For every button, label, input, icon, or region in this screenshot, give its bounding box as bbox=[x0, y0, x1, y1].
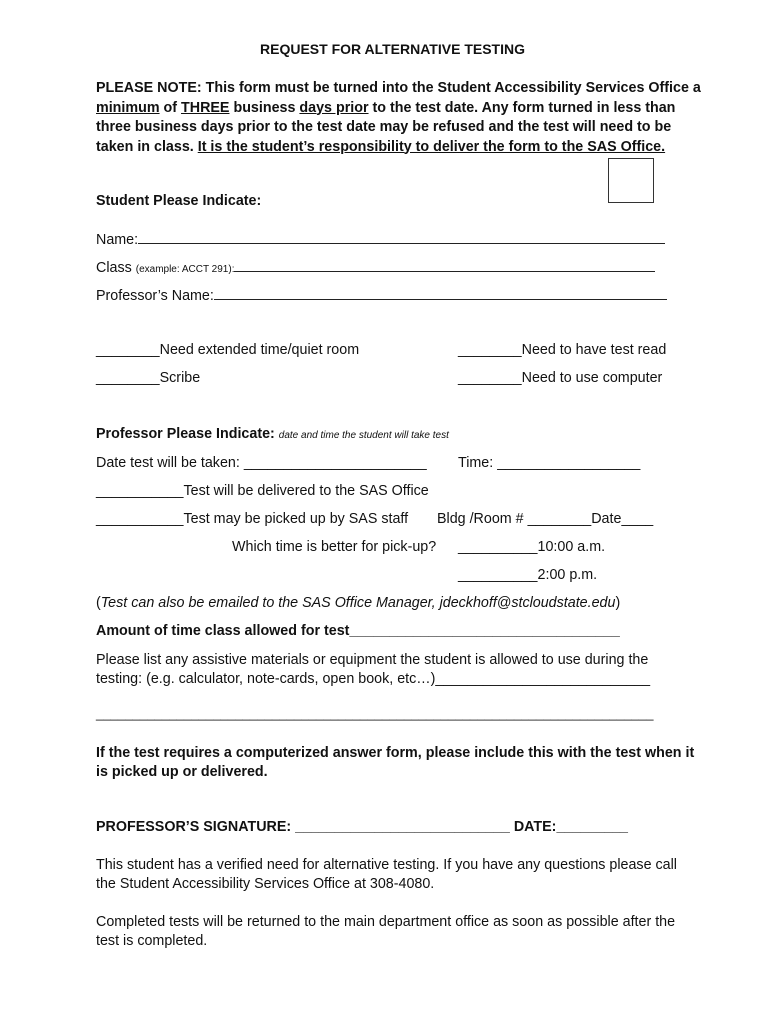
completed-note: Completed tests will be returned to the main department office as soon as possible after the test is completed. bbox=[96, 914, 676, 949]
signature-field[interactable]: ___________________________ bbox=[295, 819, 510, 835]
option-label: Test may be picked up by SAS staff bbox=[183, 511, 409, 527]
option-label: Scribe bbox=[159, 370, 201, 386]
date-taken-row bbox=[96, 455, 427, 471]
option-label: 10:00 a.m. bbox=[537, 539, 606, 555]
name-label: Name: bbox=[96, 232, 139, 248]
option-picked-up[interactable] bbox=[96, 511, 408, 527]
professor-heading-row bbox=[96, 426, 449, 442]
note-minimum: minimum bbox=[96, 99, 160, 116]
name-field[interactable] bbox=[138, 230, 665, 244]
class-example: (example: ACCT 291): bbox=[135, 264, 235, 275]
email-note: (Test can also be emailed to the SAS Office Manager, jdeckhoff@stcloudstate.edu) bbox=[96, 595, 621, 611]
bldg-room-row bbox=[437, 511, 653, 527]
please-note-paragraph bbox=[96, 79, 706, 157]
bldg-label: Bldg /Room # bbox=[437, 511, 524, 527]
signature-date-label: DATE: bbox=[513, 819, 557, 835]
student-heading: Student Please Indicate: bbox=[96, 193, 262, 209]
option-label: Need extended time/quiet room bbox=[159, 342, 360, 358]
date-taken-label: Date test will be taken: bbox=[96, 455, 240, 471]
signature-date-field[interactable]: _________ bbox=[556, 819, 628, 835]
blank: ________ bbox=[458, 342, 522, 358]
note-text-4: to the test date. Any form turned in less than three business days prior to the test date may be refused and the test will need to be taken in class. bbox=[96, 99, 676, 155]
signature-row bbox=[96, 819, 628, 835]
amount-row bbox=[96, 623, 620, 639]
blank: ___________ bbox=[96, 511, 184, 527]
assistive-text: Please list any assistive materials or equipment the student is allowed to use during the testing: (e.g. calculator, note-cards, open book, etc…) bbox=[96, 652, 649, 687]
amount-label: Amount of time class allowed for test bbox=[96, 623, 350, 639]
blank: ________ bbox=[96, 370, 160, 386]
note-text-1: PLEASE NOTE: This form must be turned into the Student Accessibility Services Office a bbox=[96, 80, 701, 96]
bldg-field[interactable]: ________ bbox=[527, 511, 592, 527]
option-extended-time[interactable] bbox=[96, 342, 359, 358]
professor-name-row bbox=[96, 286, 667, 304]
professor-name-field[interactable] bbox=[214, 286, 667, 300]
class-row bbox=[96, 258, 655, 276]
class-label: Class bbox=[96, 260, 132, 276]
blank: ________ bbox=[96, 342, 160, 358]
option-test-read[interactable] bbox=[458, 342, 666, 358]
option-label: Need to use computer bbox=[521, 370, 663, 386]
computerized-note: If the test requires a computerized answer form, please include this with the test when it is picked up or delivered. bbox=[96, 745, 695, 780]
assistive-paragraph bbox=[96, 651, 696, 689]
note-text-3: business bbox=[229, 99, 300, 116]
option-computer[interactable] bbox=[458, 370, 662, 386]
professor-heading: Professor Please Indicate: bbox=[96, 426, 275, 442]
option-time-10am[interactable] bbox=[458, 539, 605, 555]
time-field[interactable]: __________________ bbox=[497, 455, 641, 471]
professor-heading-hint: date and time the student will take test bbox=[278, 430, 449, 441]
option-label: Need to have test read bbox=[521, 342, 667, 358]
pickup-date-field[interactable]: ____ bbox=[621, 511, 654, 527]
class-field[interactable] bbox=[234, 258, 655, 272]
office-use-checkbox[interactable] bbox=[608, 158, 654, 203]
blank: __________ bbox=[458, 539, 538, 555]
time-row bbox=[458, 455, 640, 471]
name-row bbox=[96, 230, 665, 248]
blank: __________ bbox=[458, 567, 538, 583]
amount-field[interactable]: __________________________________ bbox=[349, 623, 620, 639]
form-title: REQUEST FOR ALTERNATIVE TESTING bbox=[260, 41, 525, 57]
date-taken-field[interactable]: _______________________ bbox=[243, 455, 427, 471]
signature-label: PROFESSOR’S SIGNATURE: bbox=[96, 819, 292, 835]
time-label: Time: bbox=[458, 455, 494, 471]
note-text-2: of bbox=[159, 99, 182, 116]
verified-note: This student has a verified need for alternative testing. If you have any questions please call the Student Accessibility Services Office at 308-4080. bbox=[96, 857, 677, 892]
option-scribe[interactable] bbox=[96, 370, 200, 386]
note-three: THREE bbox=[181, 99, 230, 116]
pickup-date-label: Date bbox=[591, 511, 622, 527]
blank: ___________ bbox=[96, 483, 184, 499]
option-delivered[interactable] bbox=[96, 483, 429, 499]
assistive-field[interactable]: ___________________________ bbox=[435, 671, 651, 687]
option-time-2pm[interactable] bbox=[458, 567, 597, 583]
email-note-text: Test can also be emailed to the SAS Office Manager, jdeckhoff@stcloudstate.edu bbox=[100, 595, 616, 611]
note-days-prior: days prior bbox=[299, 99, 369, 116]
professor-name-label: Professor’s Name: bbox=[96, 288, 214, 304]
note-responsibility: It is the student’s responsibility to deliver the form to the SAS Office. bbox=[197, 138, 666, 155]
blank: ________ bbox=[458, 370, 522, 386]
option-label: 2:00 p.m. bbox=[537, 567, 598, 583]
pickup-question: Which time is better for pick-up? bbox=[232, 539, 437, 555]
assistive-extra-line[interactable]: ____________________________________________________________________________ bbox=[96, 706, 654, 721]
option-label: Test will be delivered to the SAS Office bbox=[183, 483, 429, 499]
